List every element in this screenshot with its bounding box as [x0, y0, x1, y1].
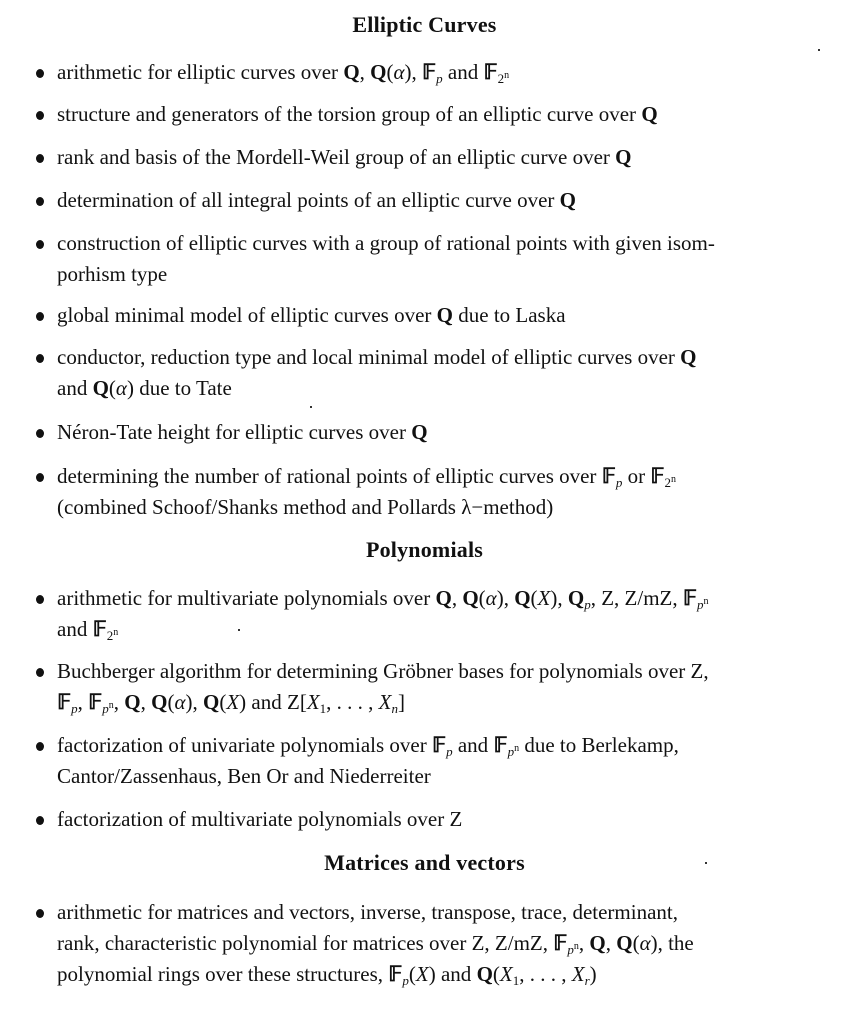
section-heading-matrices-and-vectors: Matrices and vectors — [324, 850, 525, 875]
bullet-icon — [36, 595, 44, 604]
bullet-icon — [36, 154, 44, 163]
item-line: arithmetic for multivariate polynomials over Q, Q(α), Q(X), $Q_p$, Z, Z/mZ, 𝔽$_{p^n}$ — [57, 586, 709, 612]
bullet-icon — [36, 909, 44, 918]
bullet-icon — [36, 69, 44, 78]
scan-speck — [238, 629, 240, 631]
item-line: Cantor/Zassenhaus, Ben Or and Niederreiter — [57, 764, 431, 788]
item-line: factorization of univariate polynomials over 𝔽$_p$ and 𝔽$_{p^n}$ due to Berlekamp, — [57, 733, 679, 759]
item-line: 𝔽$_p$, 𝔽$_{p^n}$, Q, Q(α), Q(X) and $Z[X_1$, . . . , $X_n$] — [57, 690, 405, 716]
bullet-icon — [36, 111, 44, 120]
item-line: arithmetic for matrices and vectors, inverse, transpose, trace, determinant, — [57, 900, 678, 924]
bullet-icon — [36, 354, 44, 363]
item-line: rank and basis of the Mordell-Weil group of an elliptic curve over Q — [57, 145, 632, 169]
item-line: and Q(α) due to Tate — [57, 376, 232, 400]
item-line: arithmetic for elliptic curves over Q, Q(α), 𝔽$_p$ and 𝔽$_{2^n}$ — [57, 60, 510, 86]
bullet-icon — [36, 312, 44, 321]
item-line: and 𝔽$_{2^n}$ — [57, 617, 119, 643]
item-line: global minimal model of elliptic curves over Q due to Laska — [57, 303, 566, 327]
section-heading-polynomials: Polynomials — [365, 537, 484, 562]
scan-speck — [310, 406, 312, 408]
item-line: Néron-Tate height for elliptic curves over Q — [57, 420, 428, 444]
item-line: (combined Schoof/Shanks method and Pollards λ−method) — [57, 495, 554, 519]
scan-speck — [705, 862, 707, 864]
item-line: rank, characteristic polynomial for matrices over Z, Z/mZ, 𝔽$_{p^n}$, Q, Q(α), the — [57, 931, 694, 957]
bullet-icon — [36, 742, 44, 751]
item-line: construction of elliptic curves with a group of rational points with given isom- — [57, 231, 715, 255]
bullet-icon — [36, 668, 44, 677]
bullet-icon — [36, 197, 44, 206]
bullet-icon — [36, 240, 44, 249]
item-line: porhism type — [57, 262, 168, 286]
bullet-icon — [36, 473, 44, 482]
item-line: polynomial rings over these structures, 𝔽$_p$(X) and $Q(X_1$, . . . , $X_r$) — [57, 962, 597, 988]
scan-speck — [818, 49, 820, 51]
item-line: determining the number of rational points of elliptic curves over 𝔽$_p$ or 𝔽$_{2^n}$ — [57, 464, 676, 490]
section-heading-elliptic-curves: Elliptic Curves — [352, 12, 497, 37]
item-line: conductor, reduction type and local minimal model of elliptic curves over Q — [57, 345, 697, 369]
item-line: Buchberger algorithm for determining Gröbner bases for polynomials over Z, — [57, 659, 709, 683]
item-line: structure and generators of the torsion group of an elliptic curve over Q — [57, 102, 658, 126]
item-line: factorization of multivariate polynomials over Z — [57, 807, 463, 831]
bullet-icon — [36, 816, 44, 825]
bullet-icon — [36, 429, 44, 438]
item-line: determination of all integral points of an elliptic curve over Q — [57, 188, 577, 212]
